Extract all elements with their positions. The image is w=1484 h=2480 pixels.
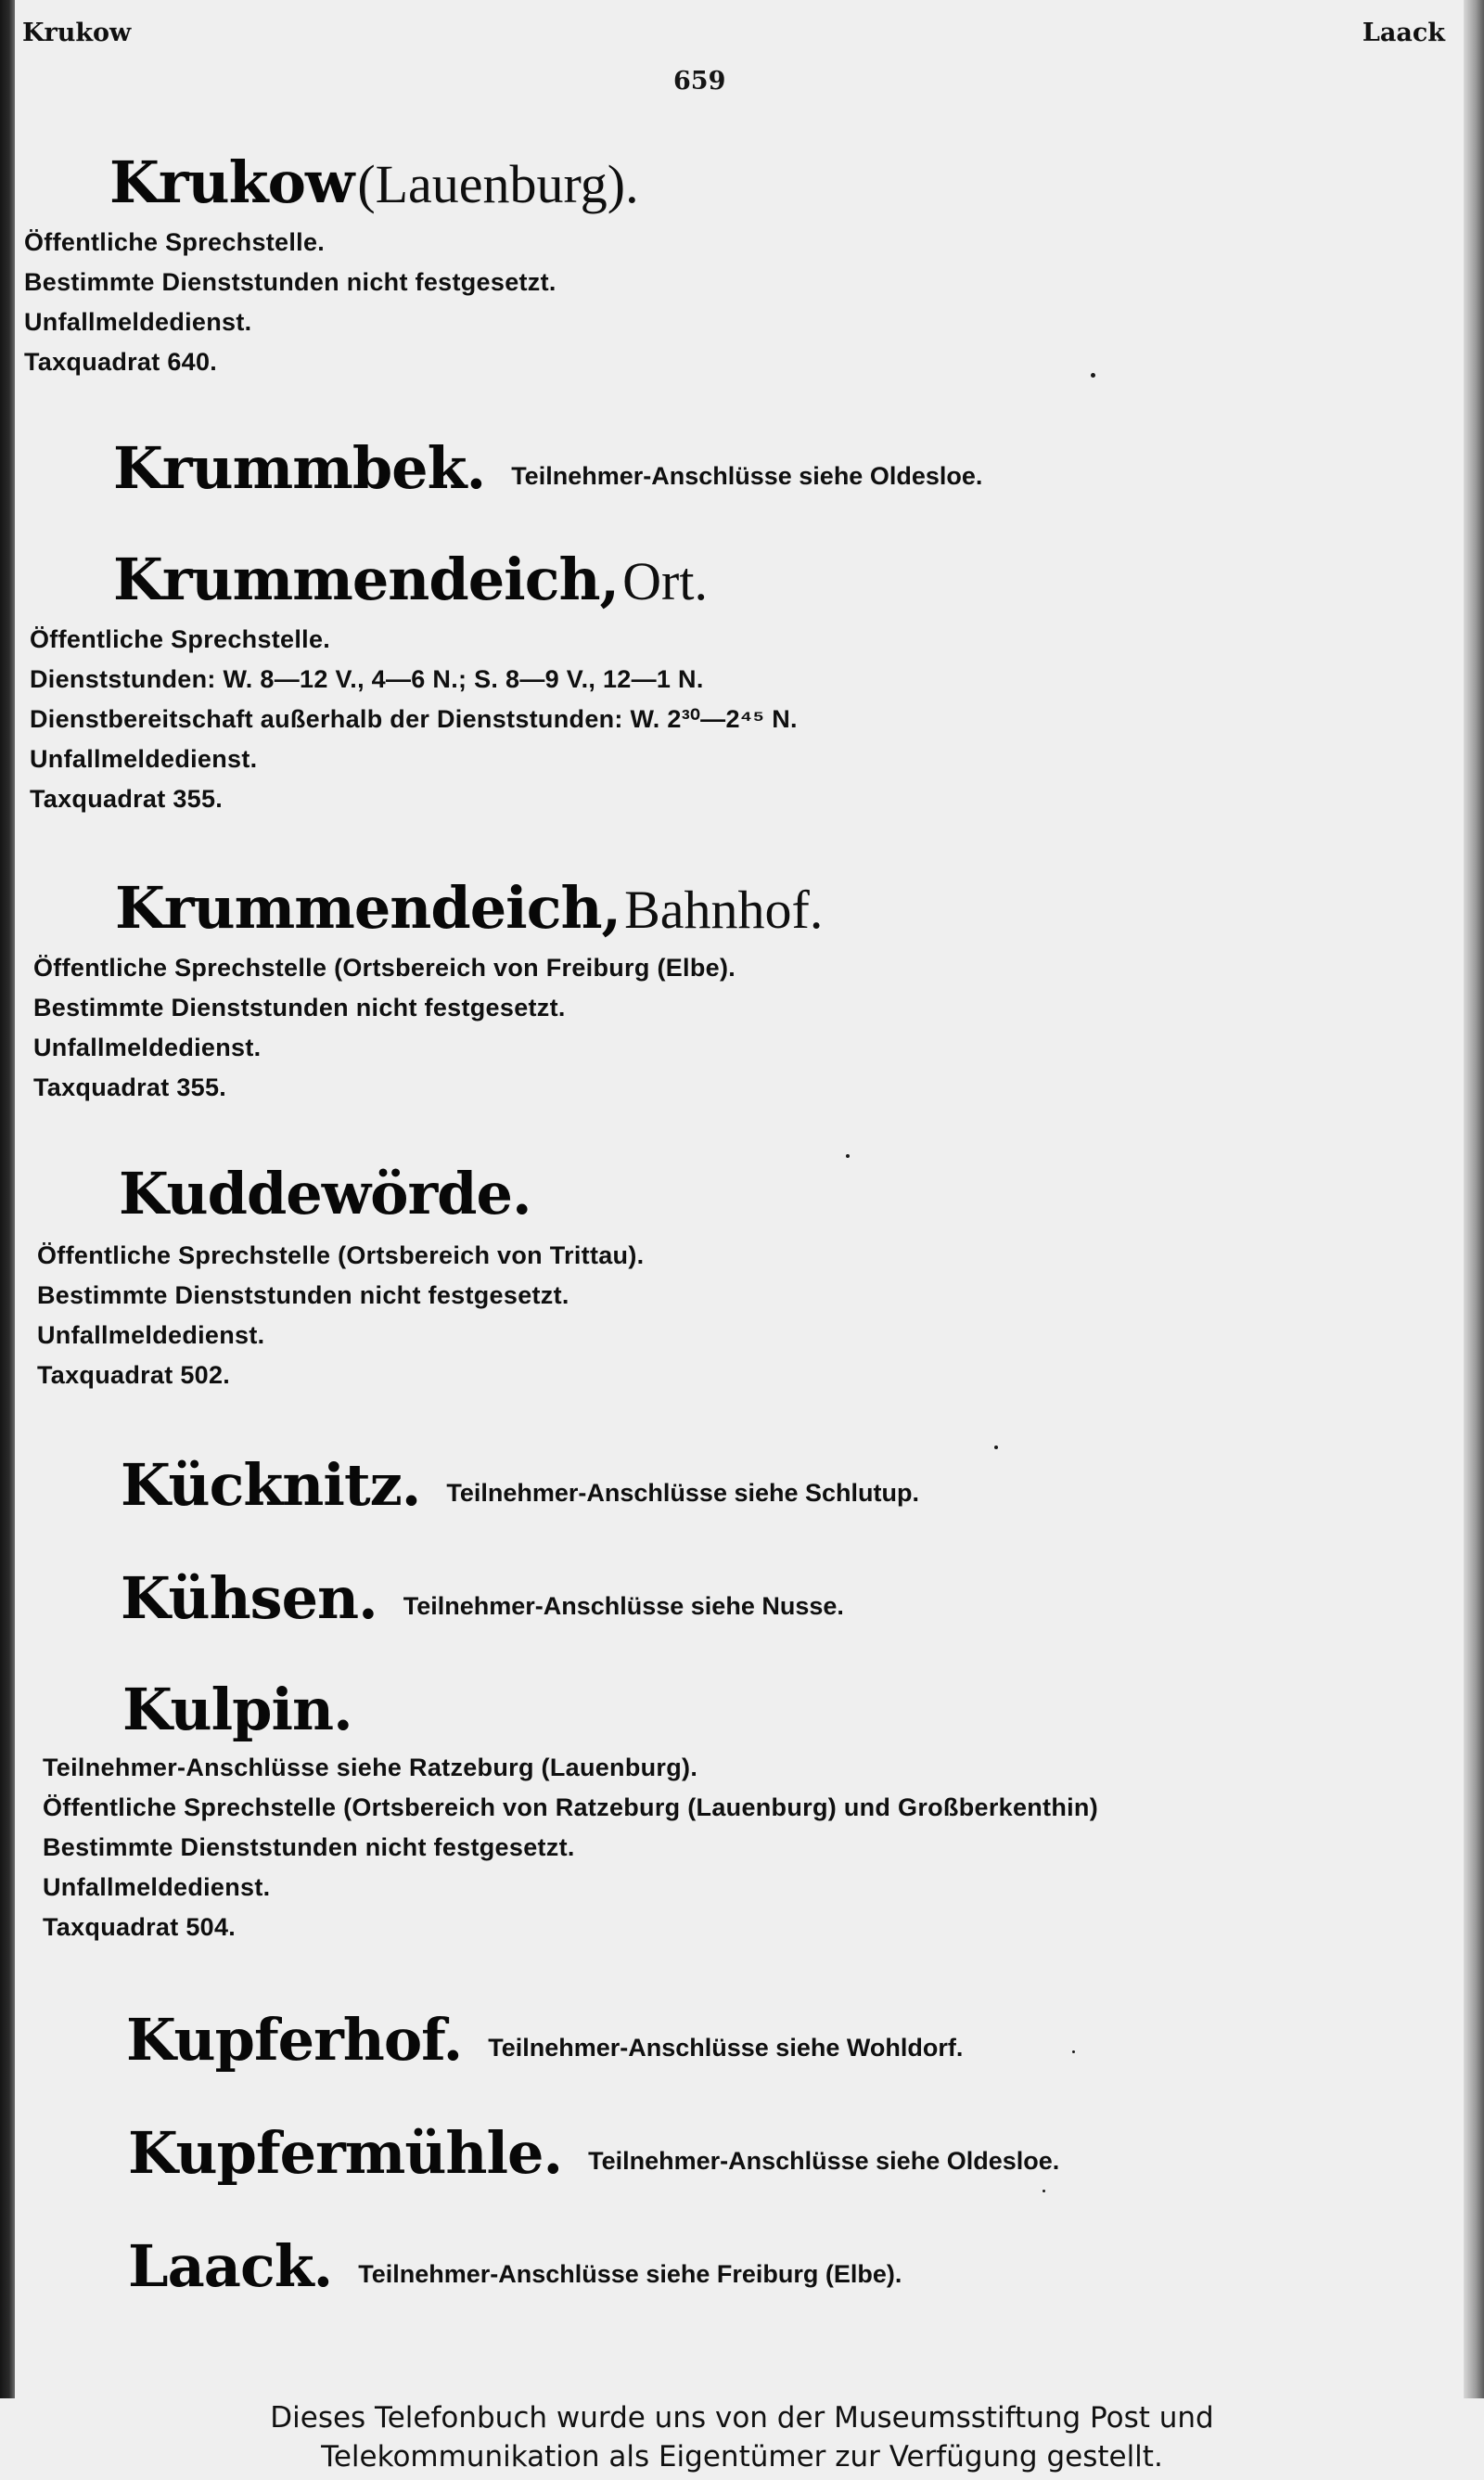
entry-name: Kulpin. [122,1676,352,1743]
entry-line: Öffentliche Sprechstelle. [30,625,331,653]
entry-line: Dienstbereitschaft außerhalb der Dienststunden: W. 2³⁰—2⁴⁵ N. [30,705,798,733]
entry-line: Unfallmeldedienst. [43,1873,271,1901]
entry-line: Bestimmte Dienststunden nicht festgesetzt. [24,268,556,296]
entry-kuecknitz [121,1451,919,1519]
entry-krummendeich-ort [113,546,708,613]
page-number: 659 [673,67,726,96]
entry-krummendeich-bahnhof-details [33,948,736,1108]
entry-qualifier: (Lauenburg). [357,154,639,214]
book-spine-shadow [0,0,15,2398]
entry-line: Taxquadrat 504. [43,1913,237,1941]
scan-speck [1091,373,1095,378]
entry-krummendeich-ort-details [30,620,798,819]
entry-line: Öffentliche Sprechstelle (Ortsbereich von Trittau). [37,1241,645,1269]
entry-kuddewoerde [119,1160,531,1227]
entry-line: Öffentliche Sprechstelle (Ortsbereich von Ratzeburg (Lauenburg) und Großberkenthin) [43,1793,1099,1821]
entry-line: Unfallmeldedienst. [30,745,258,773]
entry-krukow-details [24,223,556,382]
entry-name: Laack. [128,2232,333,2300]
entry-qualifier: Ort. [622,551,708,611]
entry-qualifier: Bahnhof. [624,880,824,940]
entry-kuehsen [121,1564,844,1632]
entry-kupfermuehle [128,2119,1059,2187]
entry-line: Taxquadrat 355. [33,1073,227,1101]
entry-krukow [109,148,639,216]
entry-line: Teilnehmer-Anschlüsse siehe Ratzeburg (Lauenburg). [43,1754,698,1781]
entry-name: Kuddewörde. [119,1160,531,1227]
entry-krummbek [113,434,982,502]
entry-reference: Teilnehmer-Anschlüsse siehe Oldesloe. [511,462,983,490]
entry-name: Krummendeich, [113,546,620,613]
entry-line: Bestimmte Dienststunden nicht festgesetzt. [37,1281,569,1309]
entry-kulpin [122,1676,352,1743]
scan-speck [1072,2050,1075,2053]
entry-reference: Teilnehmer-Anschlüsse siehe Wohldorf. [488,2034,964,2062]
scan-speck [994,1446,998,1449]
footer-line-2: Telekommunikation als Eigentümer zur Verfügung gestellt. [321,2440,1163,2474]
entry-line: Unfallmeldedienst. [24,308,252,336]
entry-line: Taxquadrat 355. [30,785,224,813]
entry-reference: Teilnehmer-Anschlüsse siehe Freiburg (Elbe). [358,2260,902,2288]
entry-line: Öffentliche Sprechstelle (Ortsbereich von Freiburg (Elbe). [33,954,736,982]
page-edge-shadow [1464,0,1484,2398]
entry-line: Taxquadrat 640. [24,348,218,376]
scan-speck [1043,2190,1045,2192]
entry-kulpin-details [43,1748,1098,1947]
entry-name: Kühsen. [121,1564,377,1632]
entry-reference: Teilnehmer-Anschlüsse siehe Schlutup. [446,1479,919,1507]
entry-line: Unfallmeldedienst. [33,1034,262,1061]
entry-line: Bestimmte Dienststunden nicht festgesetzt. [43,1833,575,1861]
entry-name: Krukow [109,148,354,216]
entry-kupferhof [126,2006,963,2074]
entry-laack [128,2232,902,2300]
running-head-left: Krukow [22,19,132,47]
entry-kuddewoerde-details [37,1236,644,1395]
footer-line-1: Dieses Telefonbuch wurde uns von der Museumsstiftung Post und [270,2401,1214,2435]
entry-krummendeich-bahnhof [115,874,823,942]
running-head-right: Laack [1362,19,1445,47]
attribution-footer [0,2398,1484,2480]
entry-name: Krummbek. [113,434,486,502]
entry-line: Unfallmeldedienst. [37,1321,265,1349]
scan-speck [846,1154,850,1158]
entry-line: Öffentliche Sprechstelle. [24,228,326,256]
entry-name: Kücknitz. [121,1451,421,1519]
entry-name: Kupferhof. [126,2006,463,2074]
entry-name: Krummendeich, [115,874,621,942]
entry-name: Kupfermühle. [128,2119,563,2187]
entry-reference: Teilnehmer-Anschlüsse siehe Oldesloe. [588,2147,1060,2175]
entry-line: Bestimmte Dienststunden nicht festgesetzt. [33,994,566,1022]
entry-line: Taxquadrat 502. [37,1361,231,1389]
entry-reference: Teilnehmer-Anschlüsse siehe Nusse. [403,1592,844,1620]
entry-line: Dienststunden: W. 8—12 V., 4—6 N.; S. 8—9 V., 12—1 N. [30,665,704,693]
